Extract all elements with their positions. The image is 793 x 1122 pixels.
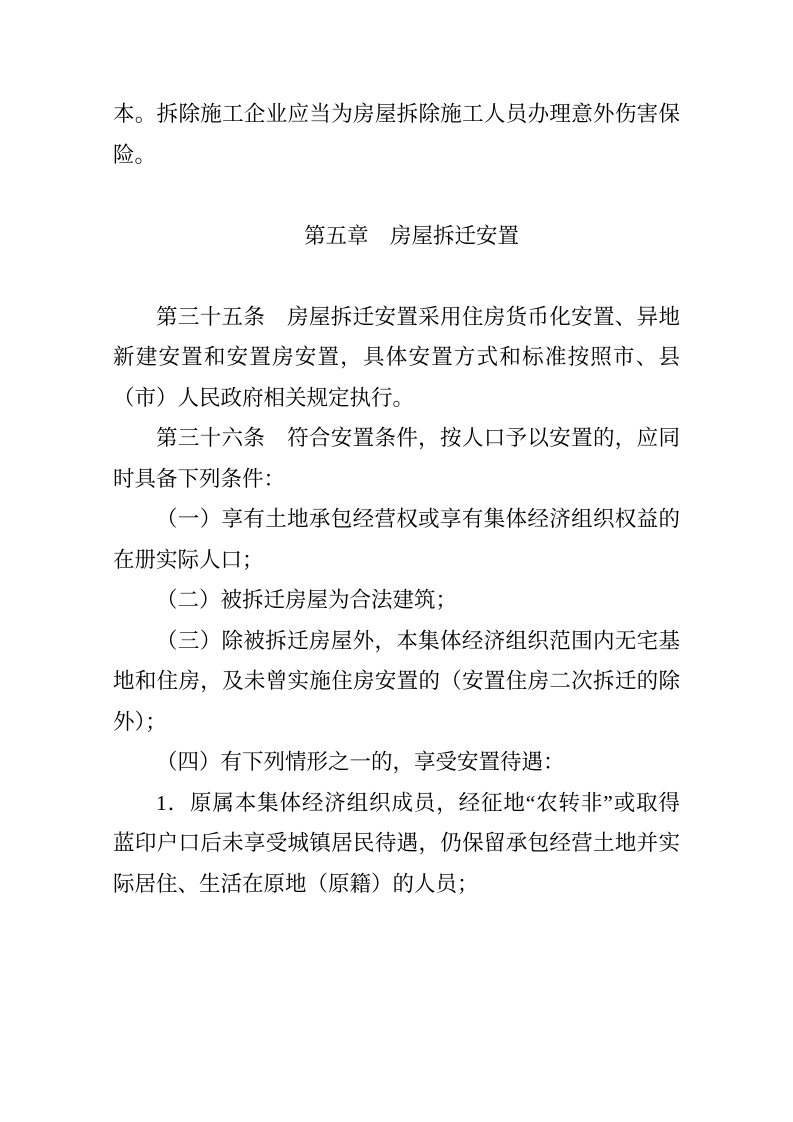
paragraph-article-36-item-4-sub-1: 1．原属本集体经济组织成员，经征地“农转非”或取得蓝印户口后未享受城镇居民待遇，仍保留承包经营土地并实际居住、生活在原地（原籍）的人员； (113, 790, 680, 896)
paragraph-insurance-continuation: 本。拆除施工企业应当为房屋拆除施工人员办理意外伤害保险。 (113, 102, 680, 167)
paragraph-article-36-item-1: （一）享有土地承包经营权或享有集体经济组织权益的在册实际人口； (113, 507, 680, 572)
chapter-heading: 第五章 房屋拆迁安置 (303, 223, 519, 248)
paragraph-article-36-item-4: （四）有下列情形之一的，享受安置待遇： (156, 750, 565, 774)
paragraph-article-35: 第三十五条 房屋拆迁安置采用住房货币化安置、异地新建安置和安置房安置，具体安置方式和标准按照市、县（市）人民政府相关规定执行。 (113, 304, 680, 410)
paragraph-article-36-item-3: （三）除被拆迁房屋外，本集体经济组织范围内无宅基地和住房，及未曾实施住房安置的（安置住房二次拆迁的除外）； (113, 628, 680, 734)
paragraph-article-36-item-2: （二）被拆迁房屋为合法建筑； (156, 588, 458, 612)
paragraph-article-36: 第三十六条 符合安置条件，按人口予以安置的，应同时具备下列条件： (113, 426, 680, 491)
